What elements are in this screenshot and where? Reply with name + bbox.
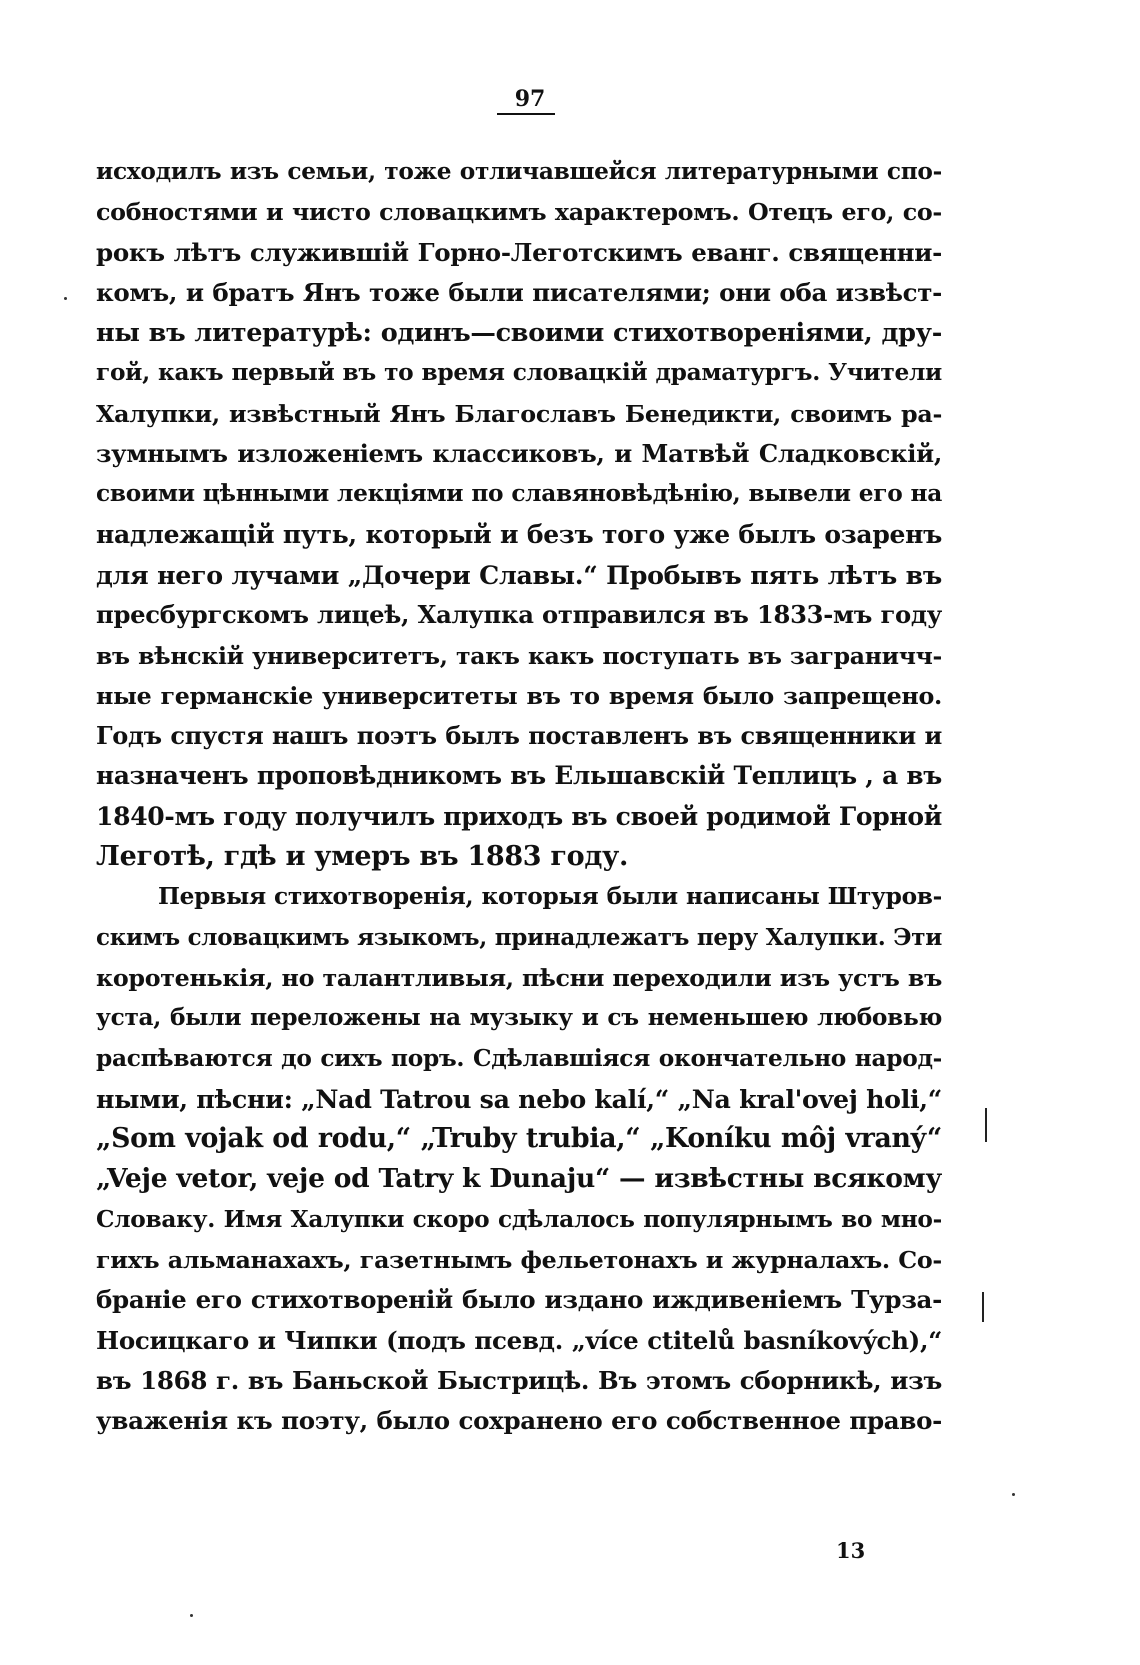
text-line: уваженія къ поэту, было сохранено его собственное право- — [96, 1406, 942, 1436]
text-line: Носицкаго и Чипки (подъ псевд. „více ctitelů basníkových),“ — [96, 1325, 942, 1355]
header-rule — [497, 113, 555, 115]
text-line: уста, были переложены на музыку и съ неменьшею любовью — [96, 1004, 942, 1032]
text-line: Халупки, извѣстный Янъ Благославъ Бенедикти, своимъ ра- — [96, 399, 942, 428]
text-line: коротенькія, но талантливыя, пѣсни переходили изъ устъ въ — [96, 963, 942, 992]
text-line: гой, какъ первый въ то время словацкій драматургъ. Учители — [96, 359, 942, 387]
text-line: ными, пѣсни: „Nad Tatrou sa nebo kalí,“ „Na kral'ovej holi,“ — [96, 1083, 942, 1114]
text-line: ны въ литературѣ: одинъ—своими стихотвореніями, дру- — [96, 318, 942, 349]
text-line: надлежащій путь, который и безъ того уже былъ озаренъ — [96, 519, 942, 549]
text-line: „Veje vetor, veje od Tatry k Dunaju“ — извѣстны всякому — [96, 1163, 942, 1195]
text-line: скимъ словацкимъ языкомъ, принадлежатъ перу Халупки. Эти — [96, 923, 942, 951]
text-line: браніе его стихотвореній было издано иждивеніемъ Турза- — [96, 1285, 942, 1315]
margin-artifact — [982, 1292, 984, 1322]
scan-speck — [190, 1614, 193, 1617]
text-line: гихъ альманахахъ, газетнымъ фельетонахъ и журналахъ. Со- — [96, 1246, 942, 1275]
margin-artifact — [985, 1108, 987, 1142]
text-line: своими цѣнными лекціями по славяновѣдѣнію, вывели его на — [96, 480, 942, 508]
text-line: рокъ лѣтъ служившій Горно-Леготскимъ еванг. священни- — [96, 237, 942, 267]
body-text — [96, 152, 942, 1442]
paragraph-last-line: Леготѣ, гдѣ и умеръ въ 1883 году. — [96, 841, 629, 873]
page-number: 97 — [514, 86, 546, 112]
text-line: въ 1868 г. въ Баньской Быстрицѣ. Въ этомъ сборникѣ, изъ — [96, 1365, 942, 1395]
text-line: зумнымъ изложеніемъ классиковъ, и Матвѣй Сладковскій, — [96, 439, 942, 469]
text-line: собностями и чисто словацкимъ характеромъ. Отецъ его, со- — [96, 198, 942, 227]
text-line: ные германскіе университеты въ то время было запрещено. — [96, 681, 942, 710]
paragraph-first-line: Первыя стихотворенія, которыя были написаны Штуров- — [158, 883, 942, 911]
text-line: Годъ спустя нашъ поэтъ былъ поставленъ въ священники и — [96, 721, 942, 751]
text-line: исходилъ изъ семьи, тоже отличавшейся литературными спо- — [96, 158, 942, 185]
text-line: Словаку. Имя Халупки скоро сдѣлалось популярнымъ во мно- — [96, 1205, 942, 1233]
text-line: комъ, и братъ Янъ тоже были писателями; они оба извѣст- — [96, 277, 942, 307]
text-line: для него лучами „Дочери Славы.“ Пробывъ пять лѣтъ въ — [96, 559, 942, 590]
scan-speck — [1012, 1493, 1015, 1496]
signature-mark: 13 — [836, 1538, 866, 1563]
scan-speck — [64, 297, 67, 300]
text-line: „Som vojak od rodu,“ „Truby trubia,“ „Koníku môj vraný“ — [96, 1123, 942, 1155]
text-line: въ вѣнскій университетъ, такъ какъ поступать въ заграничч- — [96, 641, 942, 670]
text-line: назначенъ проповѣдникомъ въ Ельшавскій Теплицъ , а въ — [96, 761, 942, 791]
text-line: 1840-мъ году получилъ приходъ въ своей родимой Горной — [96, 801, 942, 831]
text-line: пресбургскомъ лицеѣ, Халупка отправился въ 1833-мъ году — [96, 600, 942, 630]
text-line: распѣваются до сихъ поръ. Сдѣлавшіяся окончательно народ- — [96, 1044, 942, 1072]
